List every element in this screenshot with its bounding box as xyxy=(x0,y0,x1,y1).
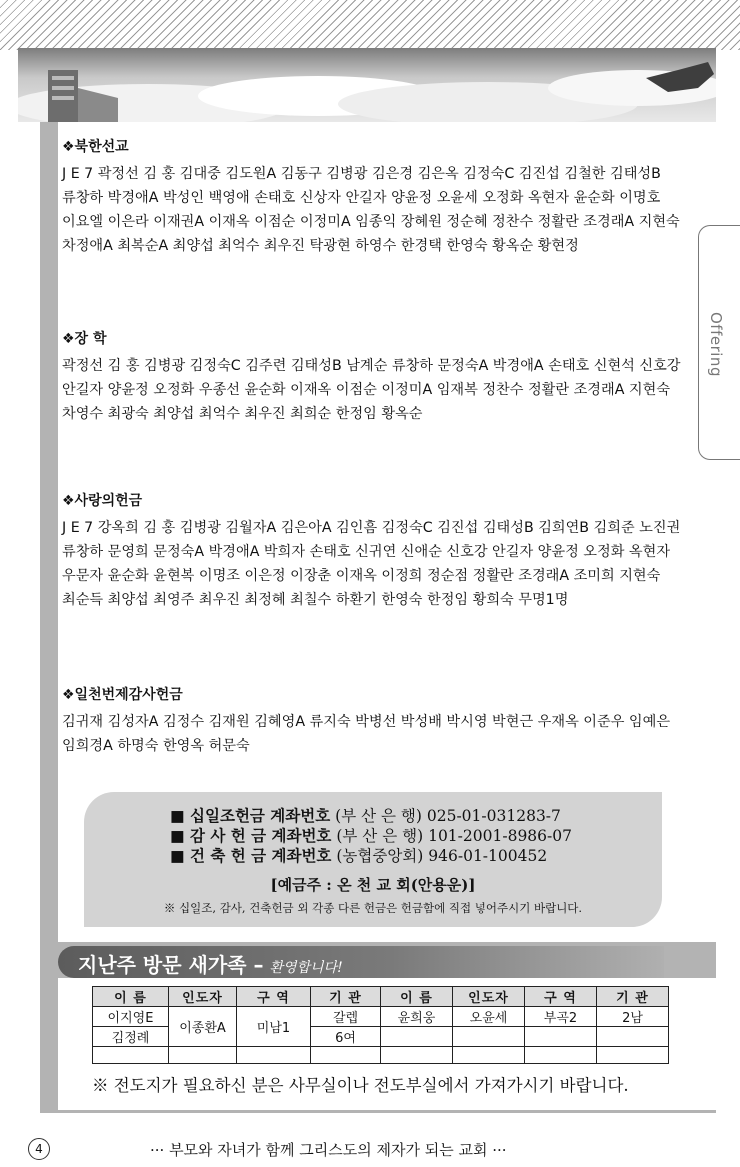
account-row-tithe: ■ 십일조헌금 계좌번호 (부 산 은 행) 025-01-031283-7 xyxy=(170,807,561,825)
visitor-org: 2남 xyxy=(597,1007,669,1027)
visitor-name: 이지영E xyxy=(93,1007,169,1027)
name-line: 최순득 최양섭 최영주 최우진 최정혜 최칠수 하환기 한영숙 한정임 황희숙 무명1명 xyxy=(62,592,569,608)
name-line: 곽정선 김 홍 김병광 김정숙C 김주련 김태성B 남계순 류창하 문정숙A 박경애A 손태호 신현석 신호강 xyxy=(62,358,681,374)
account-note: ※ 십일조, 감사, 건축헌금 외 각종 다른 헌금은 헌금함에 직접 넣어주시기 바랍니다. xyxy=(163,901,583,915)
visitor-guide: 오윤세 xyxy=(453,1007,525,1027)
name-line: 이요엘 이은라 이재권A 이재옥 이점순 이정미A 임종익 장혜원 정순혜 정찬수 정활란 조경래A 지현숙 xyxy=(62,214,680,230)
section-north-korea-mission xyxy=(62,136,702,258)
name-line: 우문자 윤순화 윤현복 이명조 이은정 이장춘 이재옥 이정희 정순점 정활란 조경래A 조미희 지현숙 xyxy=(62,568,661,584)
header-cell: 인도자 xyxy=(453,987,525,1007)
tract-notice: ※ 전도지가 필요하신 분은 사무실이나 전도부실에서 가져가시기 바랍니다. xyxy=(92,1076,629,1095)
section-title: ❖북한선교 xyxy=(62,139,129,155)
account-owner: [예금주 : 온 천 교 회(안용운)] xyxy=(270,876,476,894)
section-love-offering xyxy=(62,490,702,612)
name-line: 임희경A 하명숙 한영옥 허문숙 xyxy=(62,738,250,754)
visitor-name: 윤희웅 xyxy=(381,1007,453,1027)
visitor-org: 갈렙 xyxy=(311,1007,381,1027)
name-line: 차영수 최광숙 최양섭 최억수 최우진 최희순 한정임 황옥순 xyxy=(62,406,423,422)
hatched-header-pattern xyxy=(0,0,740,50)
section-title: ❖장 학 xyxy=(62,331,107,347)
visitor-district: 미남1 xyxy=(237,1007,311,1047)
visitors-table xyxy=(92,986,669,1064)
visitors-header-bar xyxy=(58,946,664,978)
account-row-thanksgiving: ■ 감 사 헌 금 계좌번호 (부 산 은 행) 101-2001-8986-07 xyxy=(170,827,572,845)
header-cell: 기 관 xyxy=(597,987,669,1007)
section-scholarship xyxy=(62,328,702,426)
visitor-guide: 이종환A xyxy=(169,1007,237,1047)
visitors-title: 지난주 방문 새가족 – 환영합니다! xyxy=(78,953,343,977)
header-cell: 구 역 xyxy=(525,987,597,1007)
footer-motto: ··· 부모와 자녀가 함께 그리스도의 제자가 되는 교회 ··· xyxy=(150,1141,507,1159)
visitors-welcome: 환영합니다! xyxy=(269,960,343,976)
section-thousand-thanksgiving xyxy=(62,684,702,758)
visitor-district: 부곡2 xyxy=(525,1007,597,1027)
offering-side-tab xyxy=(698,225,740,460)
name-line: J E 7 강옥희 김 홍 김병광 김월자A 김은아A 김인흠 김정숙C 김진섭 김태성B 김희연B 김희준 노진권 xyxy=(62,520,681,536)
table-header-row xyxy=(93,987,669,1007)
page-number: 4 xyxy=(28,1138,50,1160)
visitor-org: 6여 xyxy=(311,1027,381,1047)
sky-banner-image xyxy=(18,48,716,122)
name-line: 김귀재 김성자A 김정수 김재원 김혜영A 류지숙 박병선 박성배 박시영 박현근 우재옥 이준우 임예은 xyxy=(62,714,671,730)
header-cell: 기 관 xyxy=(311,987,381,1007)
table-row xyxy=(93,1007,669,1027)
bank-accounts-box xyxy=(84,792,662,927)
name-line: 류창하 문영희 문정숙A 박경애A 박희자 손태호 신귀연 신애순 신호강 안길자 양윤정 오정화 옥현자 xyxy=(62,544,671,560)
offering-tab-label: Offering xyxy=(707,312,725,377)
section-title: ❖일천번제감사헌금 xyxy=(62,687,183,703)
name-line: 차정애A 최복순A 최양섭 최억수 최우진 탁광현 하영수 한경택 한영숙 황옥순 황현정 xyxy=(62,238,579,254)
name-line: 류창하 박경애A 박성인 백영애 손태호 신상자 안길자 양윤정 오윤세 오정화 옥현자 윤순화 이명호 xyxy=(62,190,661,206)
header-cell: 이 름 xyxy=(381,987,453,1007)
header-cell: 이 름 xyxy=(93,987,169,1007)
header-cell: 인도자 xyxy=(169,987,237,1007)
header-cell: 구 역 xyxy=(237,987,311,1007)
visitor-name: 김정례 xyxy=(93,1027,169,1047)
table-row-empty xyxy=(93,1047,669,1064)
name-line: 안길자 양윤정 오정화 우종선 윤순화 이재옥 이점순 이정미A 임재복 정찬수 정활란 조경래A 지현숙 xyxy=(62,382,671,398)
account-row-building: ■ 건 축 헌 금 계좌번호 (농협중앙회) 946-01-100452 xyxy=(170,847,548,865)
section-title: ❖사랑의헌금 xyxy=(62,493,143,509)
name-line: J E 7 곽정선 김 홍 김대중 김도원A 김동구 김병광 김은경 김은옥 김정숙C 김진섭 김철한 김태성B xyxy=(62,166,661,182)
